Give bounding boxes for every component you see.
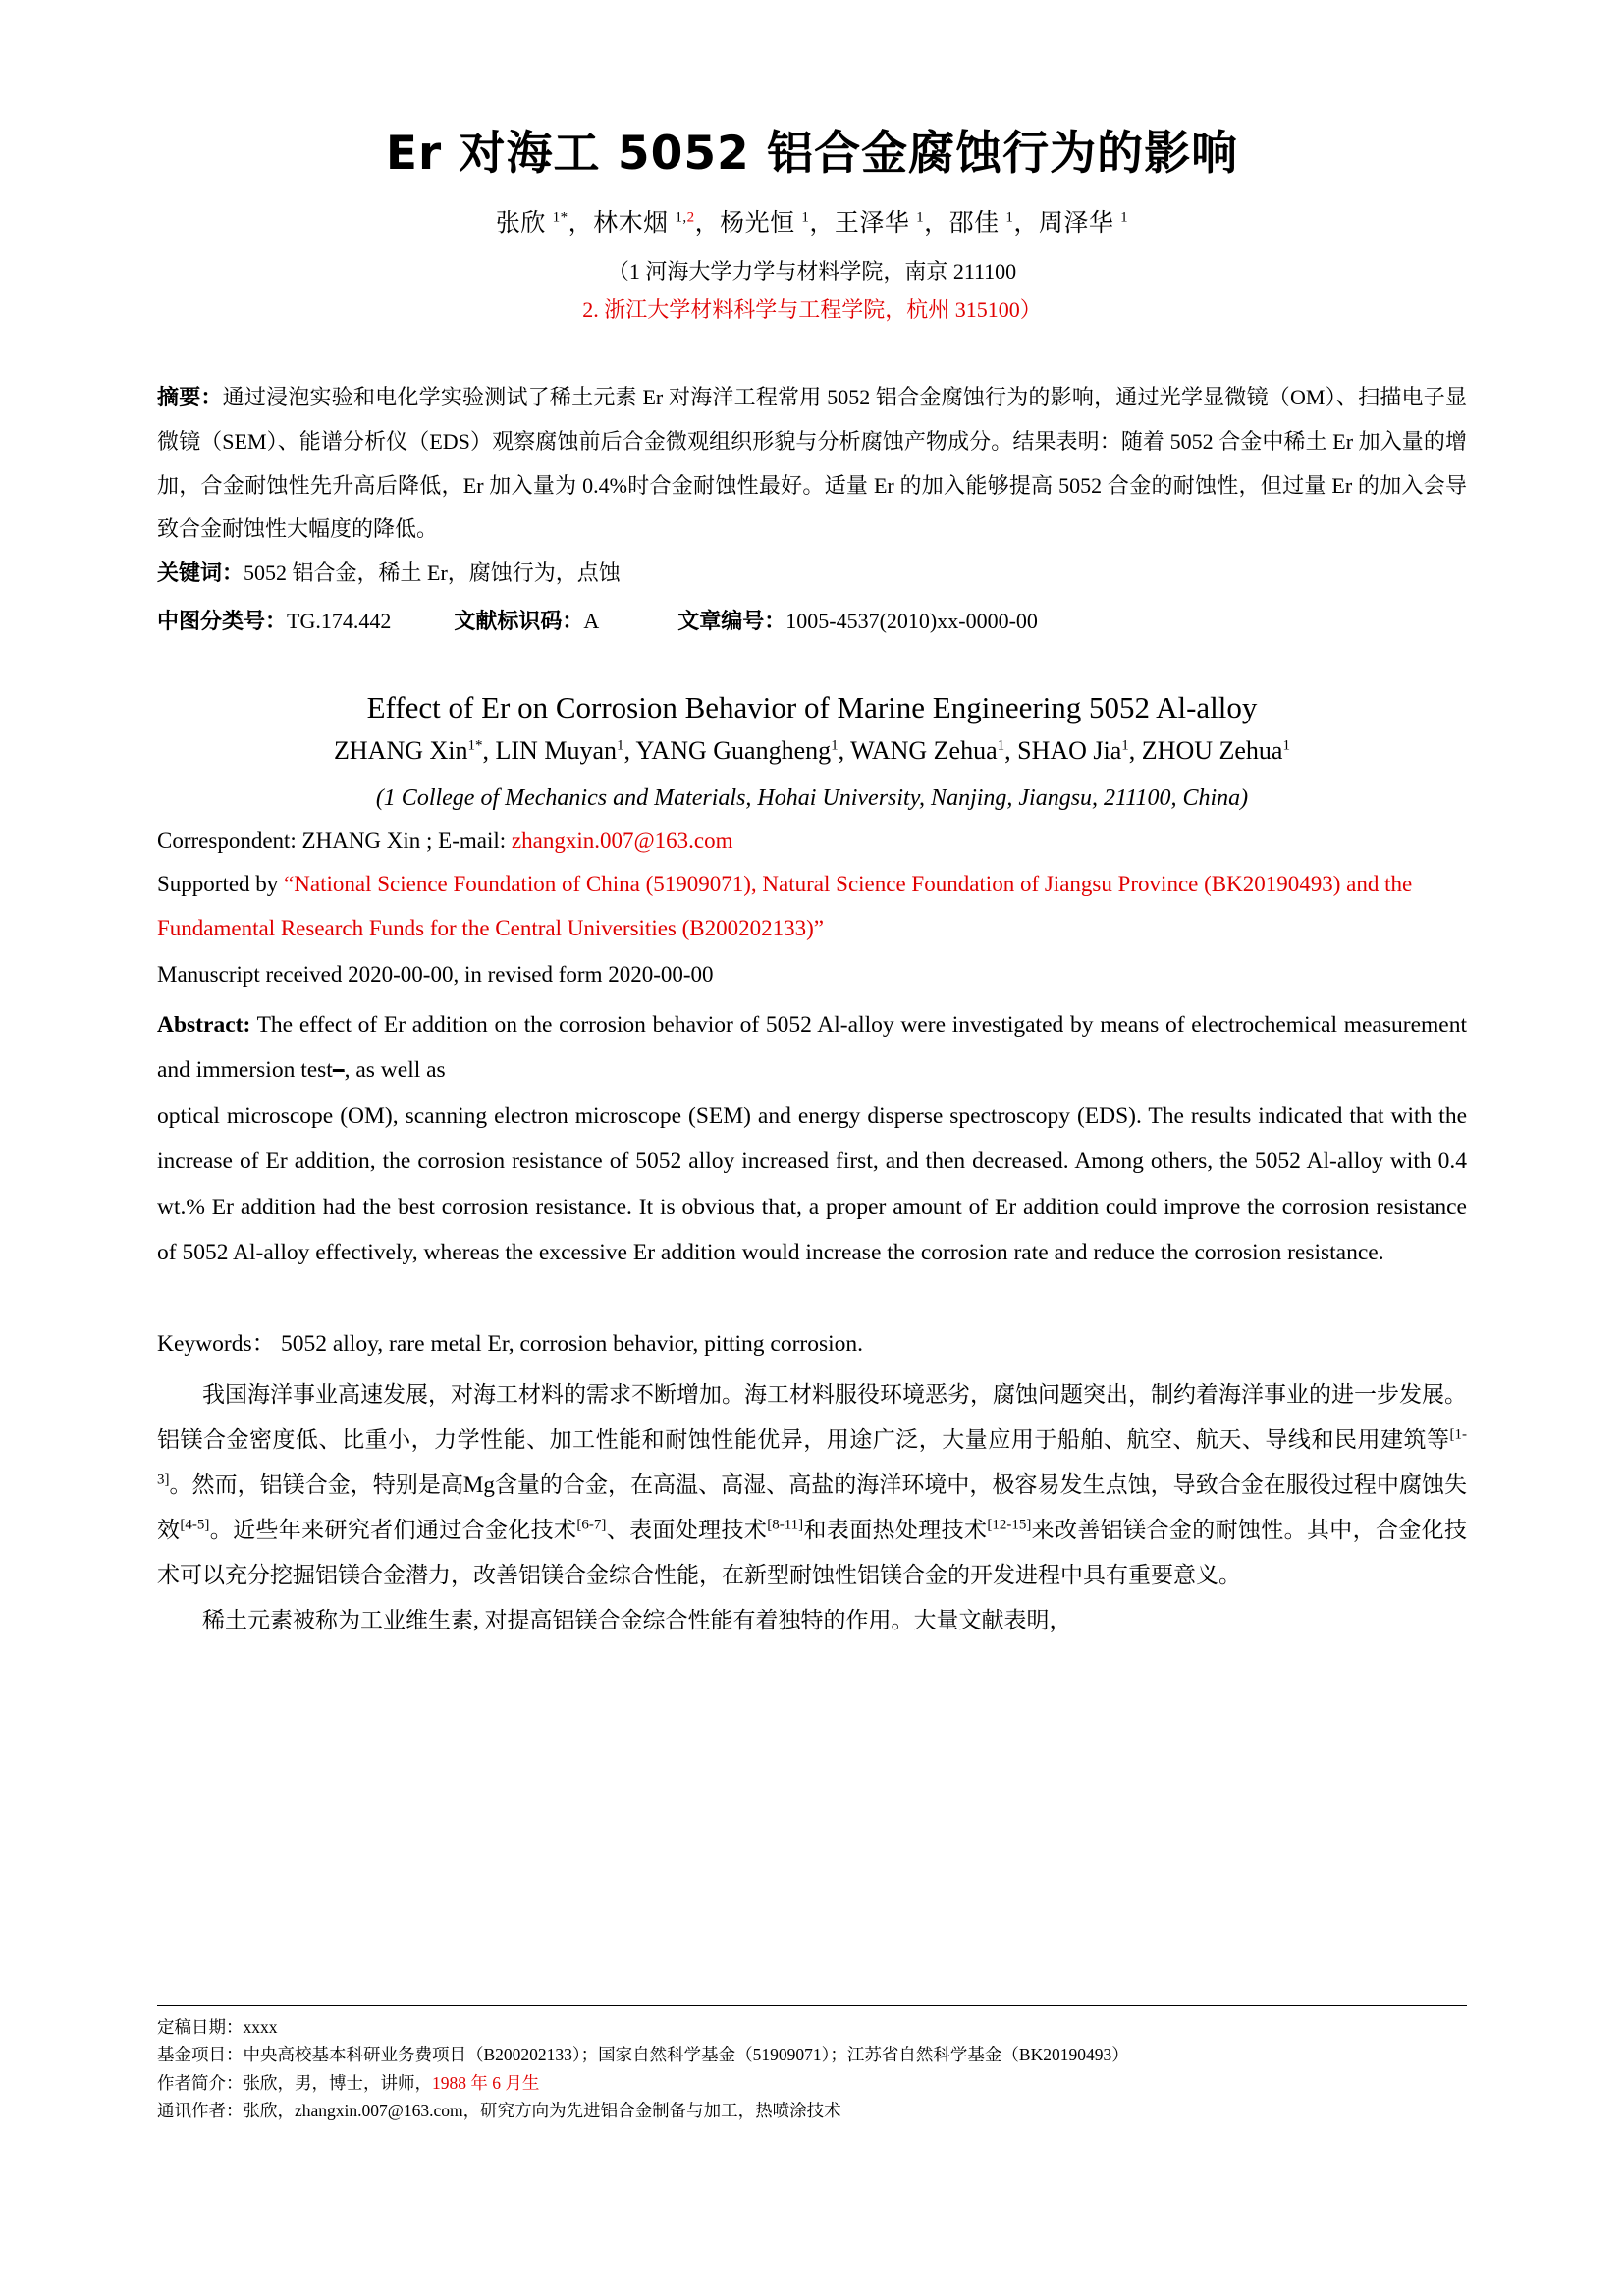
supported-by-label: Supported by [157,872,285,897]
body-text [157,1372,1467,1643]
correspondent-line [157,820,1467,864]
body-paragraph-1: 我国海洋事业高速发展，对海工材料的需求不断增加。海工材料服役环境恶劣，腐蚀问题突出，制约着海洋事业的进一步发展。铝镁合金密度低、比重小，力学性能、加工性能和耐蚀性能优异，用途广泛，大量应用于船舶、航空、航天、导线和民用建筑等[1-3]。然而，铝镁合金，特别是高Mg含量的合金，在高温、高湿、高盐的海洋环境中，极容易发生点蚀，导致合金在服役过程中腐蚀失效[4-5]。近些年来研究者们通过合金化技术[6-7]、表面处理技术[8-11]和表面热处理技术[12-15]来改善铝镁合金的耐蚀性。其中，合金化技术可以充分挖掘铝镁合金潜力，改善铝镁合金综合性能，在新型耐蚀性铝镁合金的开发进程中具有重要意义。 [157,1382,1468,1588]
chinese-abstract-label: 摘要： [157,385,223,410]
clc-label: 中图分类号： [157,608,288,633]
article-number-value: 1005-4537(2010)xx-0000-00 [785,608,1038,633]
footnote-author-bio-prefix: 作者简介：张欣，男，博士，讲师， [157,2072,432,2093]
footnote-corresponding-suffix: 研究方向为先进铝合金制备与加工，热喷涂技术 [480,2101,841,2121]
english-abstract-part-2: , as well as [344,1057,446,1084]
footnote-corresponding-prefix: 通讯作者：张欣， [157,2101,295,2121]
footnote-corresponding-author [157,2097,1467,2124]
footnote-block [157,2005,1467,2124]
affiliation-line-2: 2. 浙江大学材料科学与工程学院，杭州 315100） [582,296,1042,322]
english-author-list: ZHANG Xin$^{1*}$, LIN Muyan$^1$, YANG Guangheng$^1$, WANG Zehua$^1$, SHAO Jia$^1$, ZHOU Zehua$^1$ [334,736,1290,766]
footnote-corresponding-email-link[interactable]: zhangxin.007@163.com， [295,2101,481,2121]
classification-row [157,600,1467,644]
english-abstract-strikethrough: – [332,1057,345,1084]
chinese-keywords-text: 5052 铝合金，稀土 Er，腐蚀行为，点蚀 [244,560,621,585]
english-affiliation: (1 College of Mechanics and Materials, Hohai University, Nanjing, Jiangsu, 211100, China) [375,785,1249,812]
correspondent-label: Correspondent: ZHANG Xin ; E-mail: [157,828,512,853]
correspondent-email[interactable]: zhangxin.007@163.com [511,828,733,853]
footnote-author-birthdate: 1988 年 6 月生 [432,2072,540,2093]
chinese-abstract [157,376,1467,552]
chinese-author-list: 张欣 $^{1*}$，林木烟 $^{1,2}$，杨光恒 $^1$，王泽华 $^1$，邵佳 $^1$，周泽华 $^1$ [495,209,1129,237]
english-abstract-part-3: optical microscope (OM), scanning electron microscope (SEM) and energy disperse spectroscopy (EDS). The results indicated that with the increase of Er addition, the corrosion resistance of 5052 alloy increased first, and then decreased. Among others, the 5052 Al-alloy with 0.4 wt.% Er addition had the best corrosion resistance. It is obvious that, a proper amount of Er addition could improve the corrosion resistance of 5052 Al-alloy effectively, whereas the excessive Er addition would increase the corrosion rate and reduce the corrosion resistance. [157,1102,1467,1266]
footnote-author-bio [157,2069,1467,2097]
footnote-final-date-value: xxxx [243,2017,278,2037]
chinese-keywords-label: 关键词： [157,560,244,585]
footnote-funding: 基金项目：中央高校基本科研业务费项目（B200202133）；国家自然科学基金（51909071）；江苏省自然科学基金（BK20190493） [157,2045,1129,2065]
doc-code-value: A [583,608,600,633]
footnote-final-date-label: 定稿日期： [157,2017,244,2037]
english-keywords: Keywords： 5052 alloy, rare metal Er, corrosion behavior, pitting corrosion. [157,1330,864,1357]
affiliation-line-1: （1 河海大学力学与材料学院，南京 211100 [607,259,1017,285]
chinese-title: Er 对海工 5052 铝合金腐蚀行为的影响 [385,127,1239,181]
clc-value: TG.174.442 [287,608,392,633]
footnote-divider [157,2005,1467,2006]
supported-by-text: “National Science Foundation of China (51909071), Natural Science Foundation of Jiangsu Province (BK20190493) and the Fundamental Research Funds for the Central Universities (B200202133)” [157,872,1413,941]
chinese-keywords [157,552,1467,596]
footnote-final-date [157,2013,1467,2041]
english-title: Effect of Er on Corrosion Behavior of Marine Engineering 5052 Al-alloy [366,690,1258,725]
manuscript-received-line: Manuscript received 2020-00-00, in revised form 2020-00-00 [157,962,714,988]
english-abstract-part-1: The effect of Er addition on the corrosion behavior of 5052 Al-alloy were investigated by means of electrochemical measurement and immersion test [157,1011,1467,1084]
doc-code-label: 文献标识码： [454,608,584,633]
chinese-abstract-text: 通过浸泡实验和电化学实验测试了稀土元素 Er 对海洋工程常用 5052 铝合金腐蚀行为的影响，通过光学显微镜（OM）、扫描电子显微镜（SEM）、能谱分析仪（EDS）观察腐蚀前后合金微观组织形貌与分析腐蚀产物成分。结果表明：随着 5052 合金中稀土 Er 加入量的增加，合金耐蚀性先升高后降低，Er 加入量为 0.4%时合金耐蚀性最好。适量 Er 的加入能够提高 5052 合金的耐蚀性，但过量 Er 的加入会导致合金耐蚀性大幅度的降低。 [157,385,1467,542]
body-paragraph-2: 稀土元素被称为工业维生素, 对提高铝镁合金综合性能有着独特的作用。大量文献表明， [202,1608,1072,1633]
article-number-label: 文章编号： [677,608,786,633]
english-abstract [157,1002,1467,1276]
english-abstract-label: Abstract: [157,1011,251,1038]
chinese-abstract-block [157,376,1467,643]
supported-by-line [157,863,1467,951]
